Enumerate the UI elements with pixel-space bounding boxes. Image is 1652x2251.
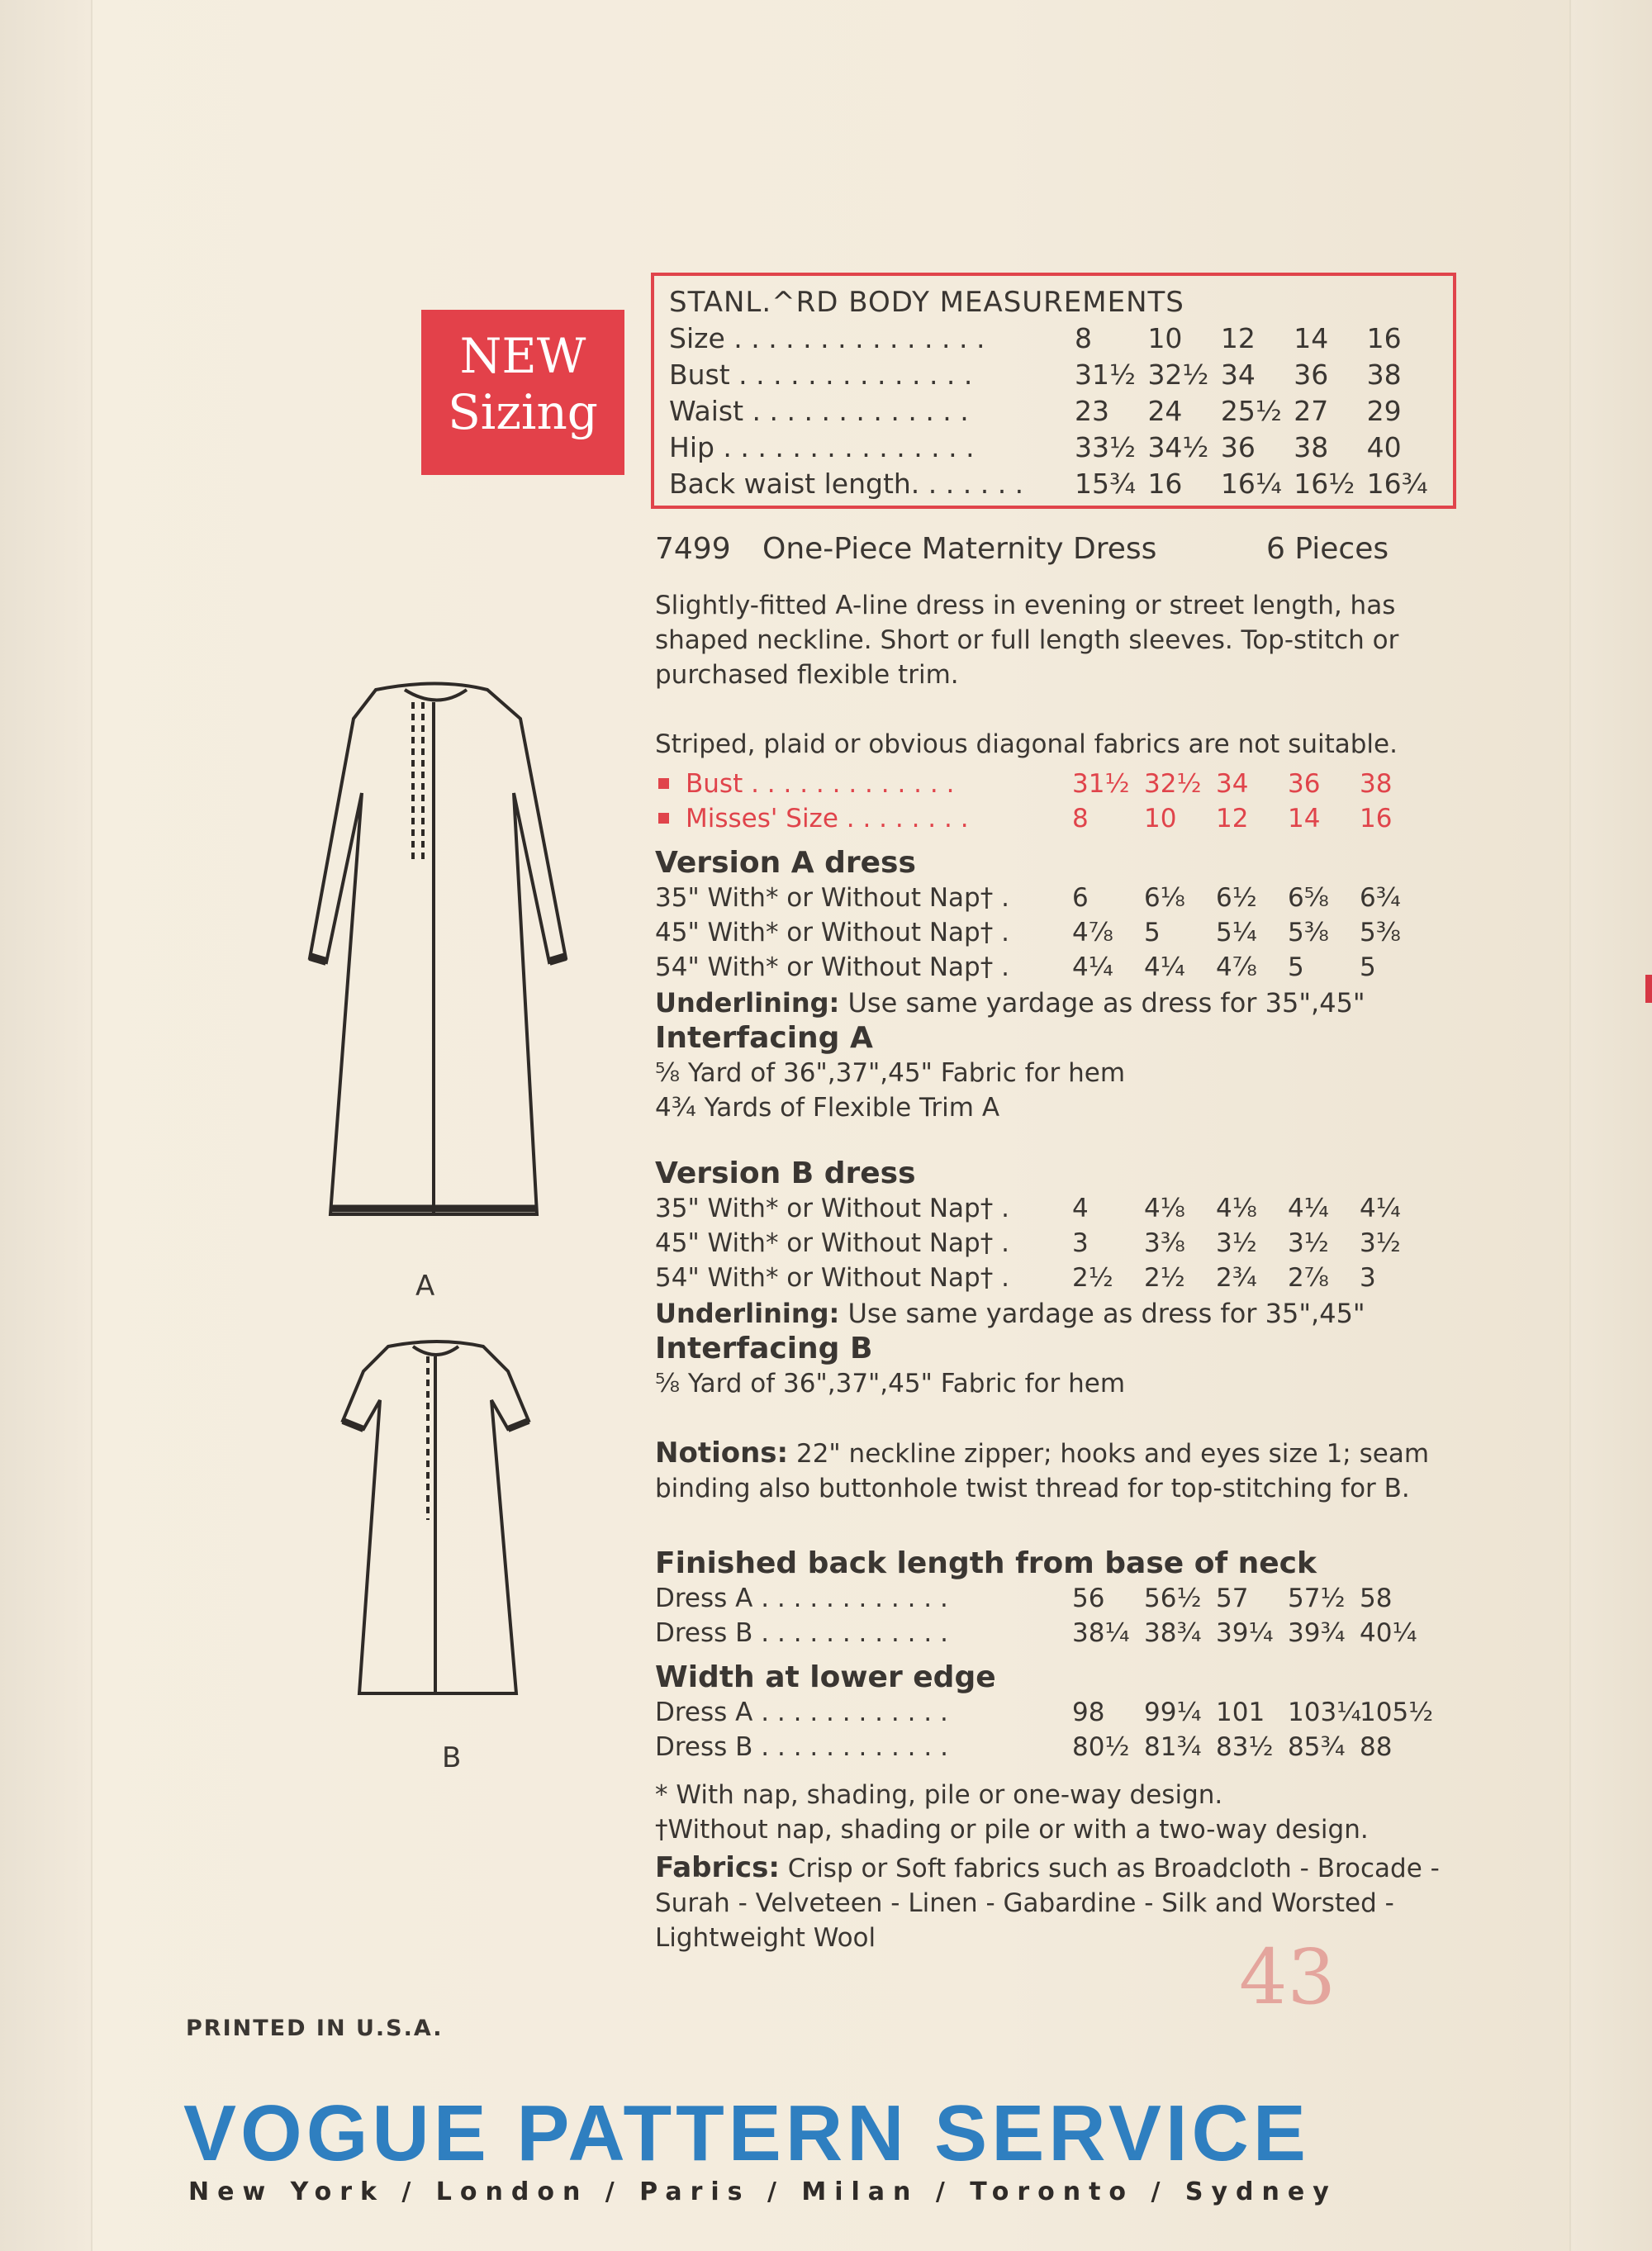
figure-b-label: B [442, 1741, 462, 1774]
envelope-flap [0, 0, 93, 2251]
fabric-note: Striped, plaid or obvious diagonal fabrics are not suitable. [655, 729, 1398, 759]
row-label-text: 45" With* or Without Nap† . [655, 918, 1009, 947]
body-measurements-table [651, 273, 1456, 509]
notions [655, 1436, 1448, 1506]
value-cell: 2½ [1144, 1263, 1185, 1293]
value-cell: 15¾ [1075, 468, 1137, 500]
value-cell: 6¾ [1360, 883, 1401, 913]
new-sizing-badge [421, 310, 624, 475]
version-b-yardage [655, 1191, 1481, 1295]
value-cell: 38 [1294, 431, 1329, 463]
value-cell: 39¾ [1288, 1618, 1346, 1648]
footnote-with-nap: * With nap, shading, pile or one-way design. [655, 1780, 1223, 1810]
value-cell: 103¼ [1288, 1698, 1362, 1727]
value-cell: 80½ [1072, 1732, 1130, 1762]
row-label [655, 1261, 1072, 1295]
value-cell: 4¼ [1288, 1194, 1329, 1223]
table-row [669, 466, 1440, 502]
value-cell: 4¼ [1144, 952, 1185, 982]
version-b-underlining [655, 1295, 1481, 1332]
value-cell: 38¼ [1072, 1618, 1130, 1648]
row-label-text: Size . . . . . . . . . . . . . . . [669, 322, 985, 354]
value-cell: 6⅛ [1144, 883, 1185, 913]
value-cell: 38 [1360, 769, 1393, 799]
value-cell: 8 [1072, 804, 1089, 833]
brand-cities: New York / London / Paris / Milan / Toronto / Sydney [188, 2177, 1337, 2206]
notions-label: Notions: [655, 1437, 789, 1470]
row-label-text: Dress A . . . . . . . . . . . . [655, 1698, 948, 1727]
row-label [655, 1616, 1072, 1650]
table-row [655, 881, 1481, 915]
badge-line-2: Sizing [448, 384, 598, 440]
interfacing-b-heading: Interfacing B [655, 1332, 873, 1365]
value-cell: 85¾ [1288, 1732, 1346, 1762]
value-cell: 40¼ [1360, 1618, 1417, 1648]
value-cell: 88 [1360, 1732, 1393, 1762]
value-cell: 16 [1360, 804, 1393, 833]
row-label-text: Bust . . . . . . . . . . . . . [686, 769, 955, 799]
value-cell: 5⅜ [1360, 918, 1401, 947]
value-cell: 29 [1366, 395, 1402, 427]
value-cell: 34 [1216, 769, 1249, 799]
value-cell: 5 [1288, 952, 1304, 982]
table-row [655, 1730, 1481, 1764]
interfacing-a-line-2: 4¾ Yards of Flexible Trim A [655, 1093, 1000, 1123]
measurements-title: STANL.^RD BODY MEASUREMENTS [669, 286, 1184, 319]
finished-length-section [655, 1546, 1481, 1650]
interfacing-b-line-1: ⅝ Yard of 36",37",45" Fabric for hem [655, 1369, 1126, 1399]
value-cell: 40 [1366, 431, 1402, 463]
row-label-text: 54" With* or Without Nap† . [655, 1263, 1009, 1293]
row-label [655, 1191, 1072, 1226]
row-label-text: 54" With* or Without Nap† . [655, 952, 1009, 982]
value-cell: 83½ [1216, 1732, 1274, 1762]
value-cell: 105½ [1360, 1698, 1434, 1727]
table-row [669, 430, 1440, 466]
value-cell: 81¾ [1144, 1732, 1202, 1762]
fabrics-label: Fabrics: [655, 1851, 780, 1884]
value-cell: 36 [1288, 769, 1321, 799]
value-cell: 3½ [1288, 1228, 1329, 1258]
row-label-text: Hip . . . . . . . . . . . . . . . [669, 431, 975, 463]
dress-a-illustration [297, 653, 578, 1231]
row-label [669, 430, 1075, 466]
value-cell: 6 [1072, 883, 1089, 913]
table-row [655, 801, 1481, 836]
version-a-heading: Version A dress [655, 846, 916, 880]
bust-size-rows [655, 767, 1481, 836]
value-cell: 4 [1072, 1194, 1089, 1223]
value-cell: 10 [1144, 804, 1177, 833]
version-a-underlining [655, 985, 1481, 1021]
table-row [655, 1581, 1481, 1616]
row-label-text: 35" With* or Without Nap† . [655, 1194, 1009, 1223]
price-stamp: 43 [1239, 1933, 1336, 2021]
value-cell: 31½ [1075, 359, 1137, 391]
row-label [655, 881, 1072, 915]
value-cell: 36 [1294, 359, 1329, 391]
underlining-label: Underlining: [655, 1298, 840, 1329]
value-cell: 14 [1294, 322, 1329, 354]
value-cell: 14 [1288, 804, 1321, 833]
value-cell: 56 [1072, 1584, 1105, 1613]
value-cell: 4⅞ [1216, 952, 1257, 982]
footnotes [655, 1778, 1481, 1847]
table-row [655, 1261, 1481, 1295]
value-cell: 4⅛ [1216, 1194, 1257, 1223]
row-label [655, 1581, 1072, 1616]
badge-line-1: NEW [459, 328, 586, 384]
underlining-label: Underlining: [655, 987, 840, 1019]
value-cell: 39¼ [1216, 1618, 1274, 1648]
printed-in-usa: PRINTED IN U.S.A. [186, 2016, 444, 2041]
row-label [655, 1695, 1072, 1730]
value-cell: 3½ [1216, 1228, 1257, 1258]
value-cell: 56½ [1144, 1584, 1202, 1613]
value-cell: 57 [1216, 1584, 1249, 1613]
row-label [669, 393, 1075, 430]
pattern-pieces: 6 Pieces [1266, 532, 1389, 566]
table-row [655, 950, 1481, 985]
interfacing-a-heading: Interfacing A [655, 1021, 873, 1055]
value-cell: 34½ [1147, 431, 1209, 463]
table-row [655, 1695, 1481, 1730]
row-label [655, 767, 1072, 801]
value-cell: 2⅞ [1288, 1263, 1329, 1293]
value-cell: 4⅛ [1144, 1194, 1185, 1223]
value-cell: 38¾ [1144, 1618, 1202, 1648]
row-label [655, 915, 1072, 950]
value-cell: 6½ [1216, 883, 1257, 913]
bullet-icon [658, 778, 669, 789]
table-row [655, 1226, 1481, 1261]
value-cell: 27 [1294, 395, 1329, 427]
row-label [655, 1730, 1072, 1764]
row-label [655, 950, 1072, 985]
width-lower-heading: Width at lower edge [655, 1660, 996, 1694]
row-label-text: Misses' Size . . . . . . . . [686, 804, 969, 833]
envelope-fold [1569, 0, 1652, 2251]
value-cell: 5 [1360, 952, 1376, 982]
pattern-description: Slightly-fitted A-line dress in evening or street length, has shaped neckline. Short or full length sleeves. Top-stitch or purchased flexible trim. [655, 591, 1399, 690]
value-cell: 31½ [1072, 769, 1130, 799]
value-cell: 38 [1366, 359, 1402, 391]
value-cell: 3⅜ [1144, 1228, 1185, 1258]
dress-b-illustration [330, 1330, 545, 1710]
brand-title: VOGUE PATTERN SERVICE [183, 2089, 1310, 2177]
pattern-header [655, 529, 1481, 570]
value-cell: 16¾ [1366, 468, 1428, 500]
value-cell: 99¼ [1144, 1698, 1202, 1727]
finished-length-rows [655, 1581, 1481, 1650]
value-cell: 16½ [1294, 468, 1355, 500]
version-a-section [655, 846, 1481, 1125]
table-row [669, 393, 1440, 430]
bullet-icon [658, 813, 669, 824]
row-label [655, 801, 1072, 836]
value-cell: 5¼ [1216, 918, 1257, 947]
value-cell: 57½ [1288, 1584, 1346, 1613]
row-label [669, 321, 1075, 357]
value-cell: 101 [1216, 1698, 1265, 1727]
row-label [669, 357, 1075, 393]
value-cell: 16 [1366, 322, 1402, 354]
version-a-yardage [655, 881, 1481, 985]
table-row [669, 321, 1440, 357]
table-row [655, 767, 1481, 801]
value-cell: 3 [1360, 1263, 1376, 1293]
value-cell: 2¾ [1216, 1263, 1257, 1293]
value-cell: 12 [1216, 804, 1249, 833]
finished-length-heading: Finished back length from base of neck [655, 1546, 1317, 1580]
value-cell: 4¼ [1360, 1194, 1401, 1223]
edge-mark [1645, 975, 1652, 1003]
value-cell: 4¼ [1072, 952, 1113, 982]
row-label [669, 466, 1075, 502]
value-cell: 36 [1220, 431, 1256, 463]
interfacing-a-line-1: ⅝ Yard of 36",37",45" Fabric for hem [655, 1058, 1126, 1088]
pattern-name: One-Piece Maternity Dress [762, 532, 1157, 566]
row-label [655, 1226, 1072, 1261]
table-row [655, 1191, 1481, 1226]
version-b-section [655, 1156, 1481, 1401]
value-cell: 10 [1147, 322, 1183, 354]
row-label-text: Dress B . . . . . . . . . . . . [655, 1732, 948, 1762]
value-cell: 4⅞ [1072, 918, 1113, 947]
row-label-text: Dress A . . . . . . . . . . . . [655, 1584, 948, 1613]
value-cell: 32½ [1144, 769, 1202, 799]
value-cell: 58 [1360, 1584, 1393, 1613]
width-lower-section [655, 1660, 1481, 1764]
value-cell: 24 [1147, 395, 1183, 427]
table-row [669, 357, 1440, 393]
underlining-text: Use same yardage as dress for 35",45" [847, 1298, 1365, 1329]
value-cell: 34 [1220, 359, 1256, 391]
value-cell: 23 [1075, 395, 1110, 427]
fabrics-text: Crisp or Soft fabrics such as Broadcloth - Brocade - Surah - Velveteen - Linen - Gabardine - Silk and Worsted - Lightweight Wool [655, 1854, 1440, 1953]
width-lower-rows [655, 1695, 1481, 1764]
value-cell: 98 [1072, 1698, 1105, 1727]
footnote-without-nap: †Without nap, shading or pile or with a two-way design. [655, 1815, 1369, 1845]
row-label-text: 35" With* or Without Nap† . [655, 883, 1009, 913]
value-cell: 6⅝ [1288, 883, 1329, 913]
value-cell: 2½ [1072, 1263, 1113, 1293]
value-cell: 32½ [1147, 359, 1209, 391]
value-cell: 5⅜ [1288, 918, 1329, 947]
table-row [655, 1616, 1481, 1650]
row-label-text: Bust . . . . . . . . . . . . . . [669, 359, 973, 391]
notions-text: 22" neckline zipper; hooks and eyes size 1; seam binding also buttonhole twist thread for top-stitching for B. [655, 1439, 1430, 1503]
value-cell: 3 [1072, 1228, 1089, 1258]
underlining-text: Use same yardage as dress for 35",45" [847, 987, 1365, 1019]
value-cell: 33½ [1075, 431, 1137, 463]
table-row [655, 915, 1481, 950]
value-cell: 5 [1144, 918, 1161, 947]
pattern-number: 7499 [655, 532, 731, 566]
row-label-text: Dress B . . . . . . . . . . . . [655, 1618, 948, 1648]
version-b-heading: Version B dress [655, 1156, 916, 1190]
measurements-rows [669, 321, 1440, 502]
value-cell: 16 [1147, 468, 1183, 500]
row-label-text: 45" With* or Without Nap† . [655, 1228, 1009, 1258]
row-label-text: Back waist length. . . . . . . [669, 468, 1024, 500]
value-cell: 16¼ [1220, 468, 1282, 500]
value-cell: 3½ [1360, 1228, 1401, 1258]
value-cell: 12 [1220, 322, 1256, 354]
value-cell: 25½ [1220, 395, 1282, 427]
row-label-text: Waist . . . . . . . . . . . . . [669, 395, 969, 427]
value-cell: 8 [1075, 322, 1093, 354]
figure-a-label: A [415, 1270, 435, 1303]
